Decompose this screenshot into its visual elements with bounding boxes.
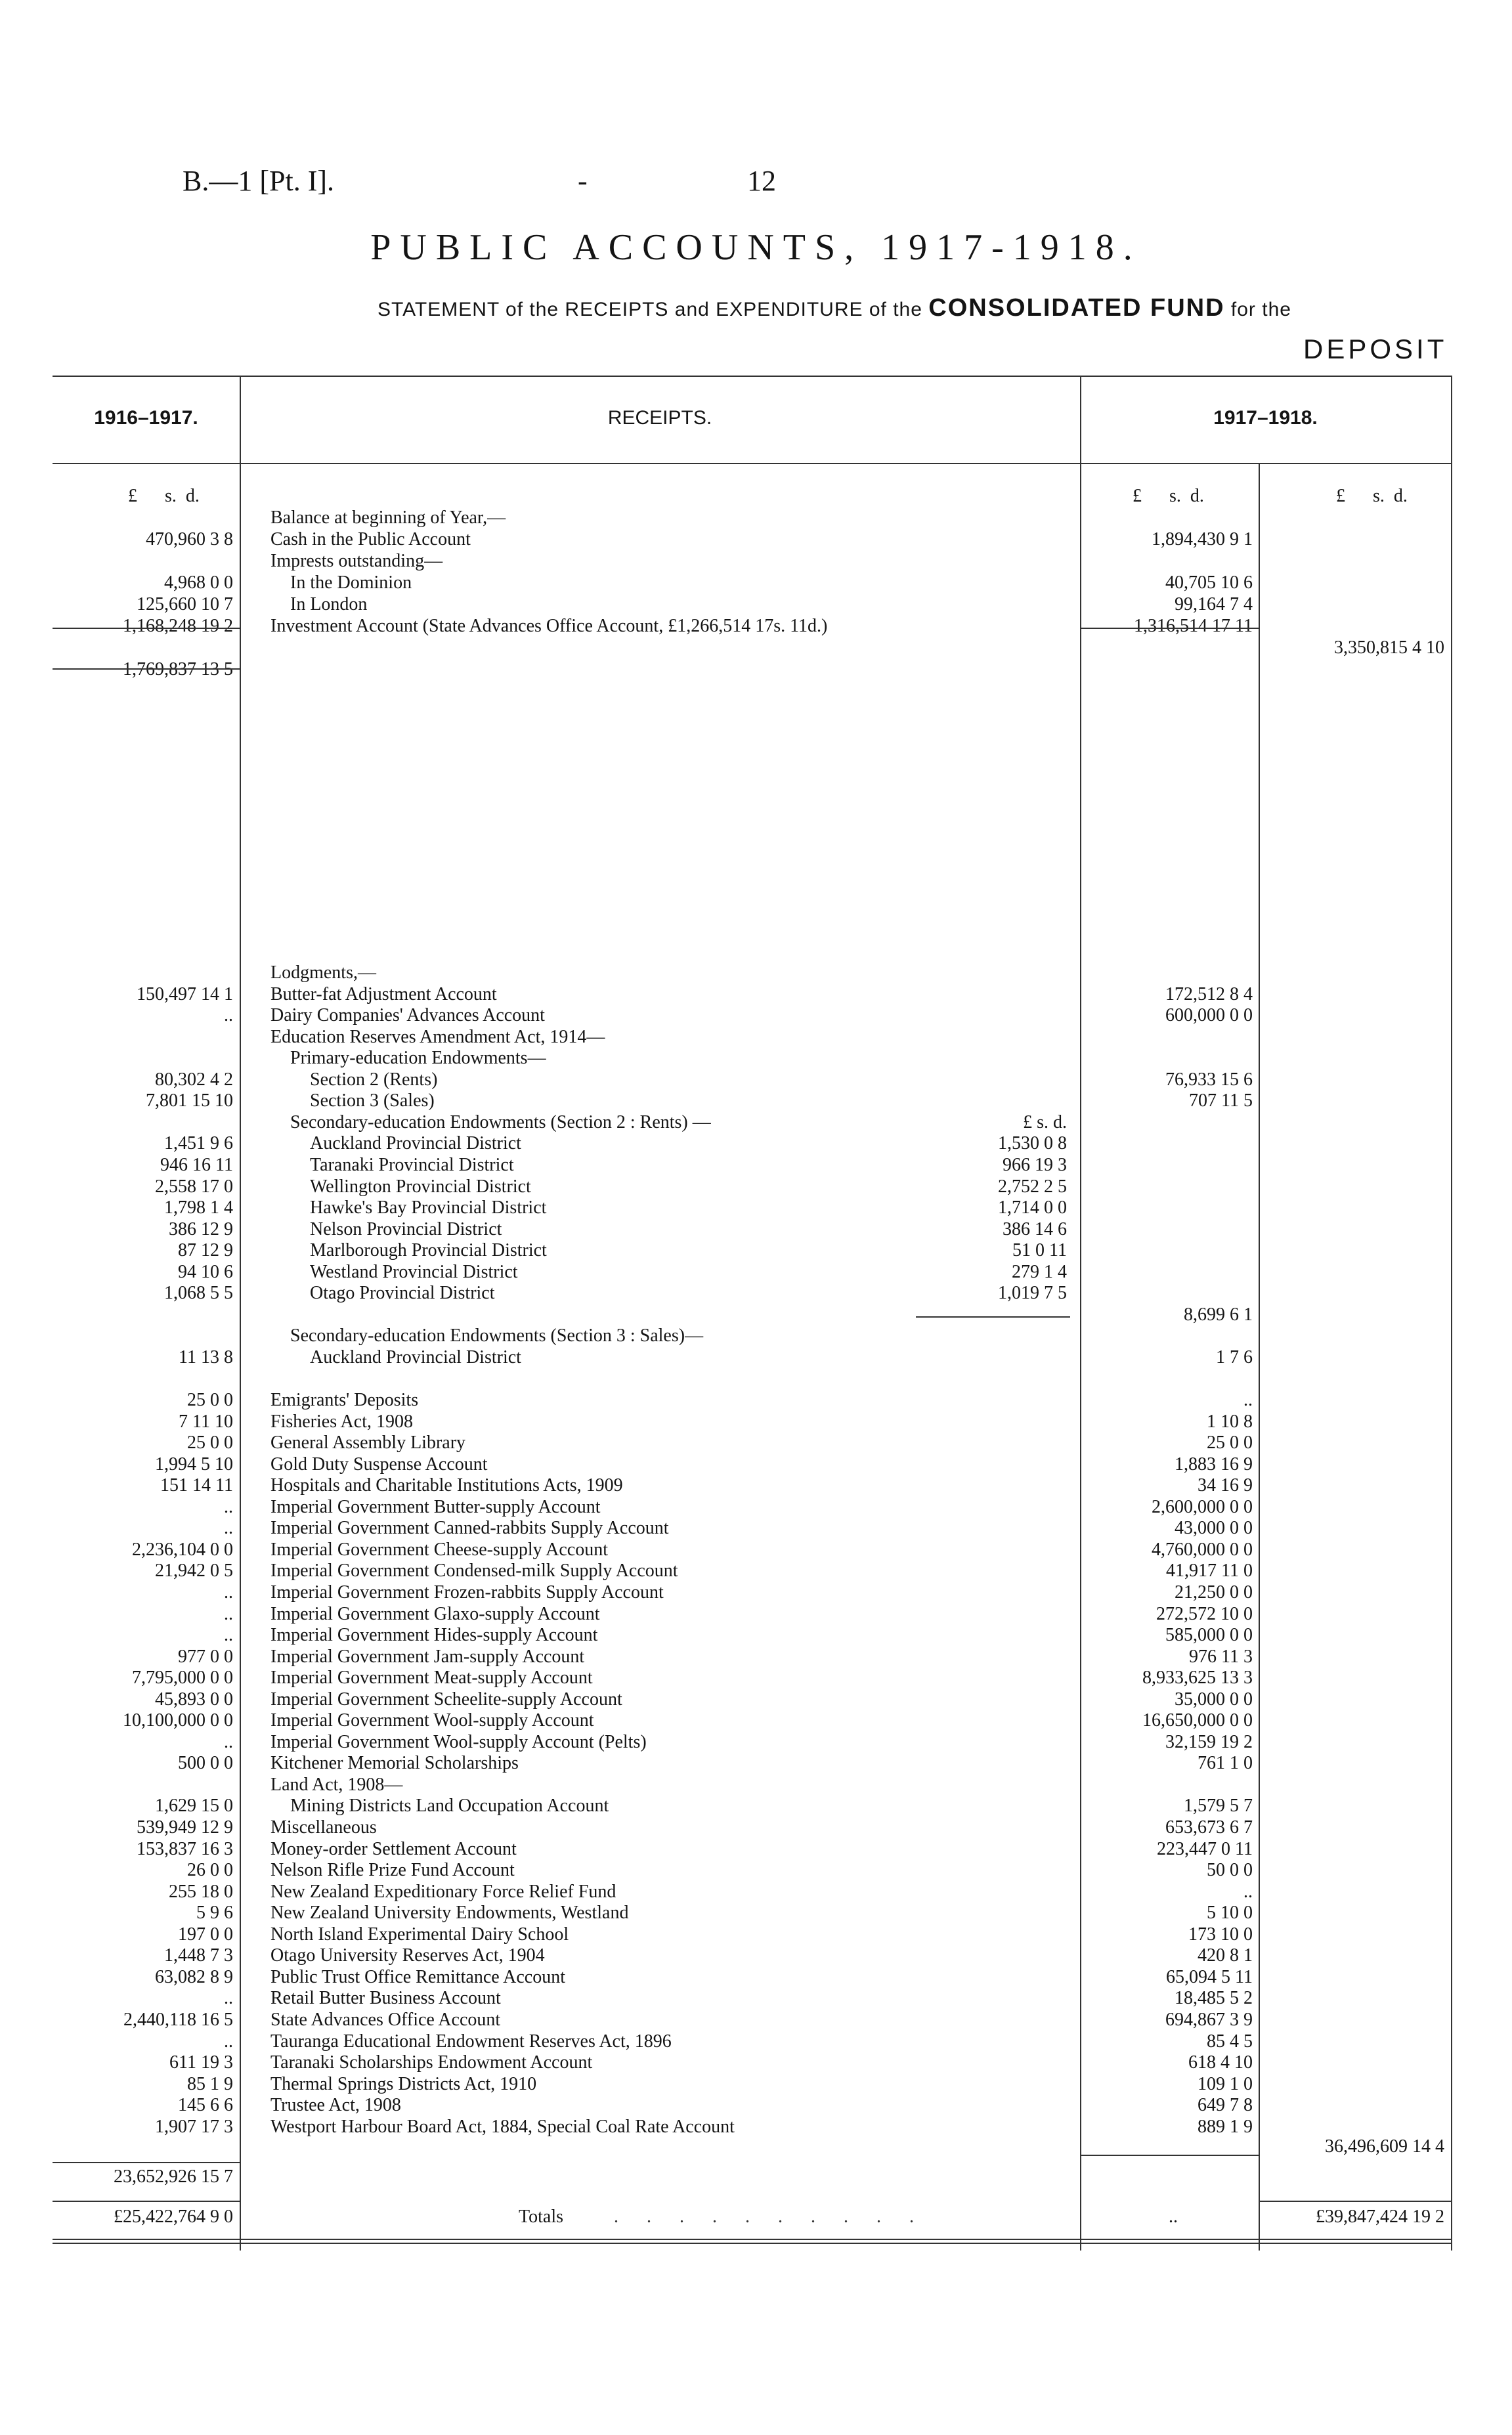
current-year-amount: 707 11 5 [1189,1090,1253,1111]
lodgment-prev-rule [53,2162,240,2163]
current-year-amount: 2,600,000 0 0 [1152,1496,1253,1517]
current-year-amount: 585,000 0 0 [1165,1625,1253,1646]
table-row [0,1753,1512,1774]
deposit-heading: DEPOSIT [1303,334,1448,364]
table-row [0,1325,1512,1347]
totals-dots: . . . . . . . . . . [614,2207,926,2227]
current-year-amount: 109 1 0 [1198,2073,1253,2094]
receipt-label: Section 3 (Sales) [310,1090,435,1111]
totals-rule-bottom [53,2243,1451,2244]
inner-amount: 279 1 4 [1012,1261,1067,1282]
prev-year-amount: 45,893 0 0 [155,1689,233,1710]
current-year-amount: 761 1 0 [1198,1753,1253,1774]
prev-year-amount: 1,798 1 4 [164,1197,233,1218]
prev-year-amount: 5 9 6 [196,1903,233,1924]
current-year-amount: 1 7 6 [1216,1347,1253,1368]
current-year-amount: 1 10 8 [1207,1411,1253,1432]
inner-amount: 1,019 7 5 [998,1283,1067,1304]
receipt-label: Trustee Act, 1908 [270,2095,401,2116]
receipt-label: In the Dominion [290,572,412,593]
table-row [0,2117,1512,2138]
current-year-amount: 76,933 15 6 [1165,1069,1253,1090]
current-year-amount: .. [1243,1881,1253,1902]
table-row [0,1839,1512,1860]
prev-year-amount: .. [224,1988,233,2009]
prev-year-amount: 63,082 8 9 [155,1966,233,1987]
inner-amount: 1,530 0 8 [998,1133,1067,1154]
prev-year-amount: 611 19 3 [169,2052,233,2073]
receipt-label: Auckland Provincial District [310,1347,521,1368]
receipt-label: Mining Districts Land Occupation Account [290,1796,609,1817]
table-row [0,1625,1512,1646]
prev-year-amount: 1,629 15 0 [155,1796,233,1817]
current-year-amount: 65,094 5 11 [1166,1966,1253,1987]
inner-amount: 386 14 6 [1003,1218,1067,1239]
current-year-amount: 18,485 5 2 [1175,1988,1253,2009]
receipt-label: Section 2 (Rents) [310,1069,438,1090]
prev-year-amount: 197 0 0 [178,1924,233,1945]
current-year-amount: 41,917 11 0 [1166,1561,1253,1582]
receipt-label: Miscellaneous [270,1817,377,1838]
prev-year-amount: 255 18 0 [169,1881,233,1902]
receipt-label: Auckland Provincial District [310,1133,521,1154]
prev-year-amount: .. [224,1625,233,1646]
receipt-label: Money-order Settlement Account [270,1838,517,1859]
table-row [0,572,1512,593]
table-row [0,1475,1512,1496]
prev-year-amount: 87 12 9 [178,1240,233,1261]
receipt-label: Imperial Government Glaxo-supply Account [270,1603,600,1624]
table-row [0,1967,1512,1988]
table-row [0,1945,1512,1966]
table-row [0,1882,1512,1903]
current-year-amount: 649 7 8 [1198,2095,1253,2116]
prev-year-amount: 1,451 9 6 [164,1133,233,1154]
receipt-label: Imperial Government Jam-supply Account [270,1646,585,1667]
table-row [0,1903,1512,1924]
prev-year-amount: 2,558 17 0 [155,1176,233,1197]
prev-year-amount: 151 14 11 [160,1475,233,1496]
prev-year-amount: 470,960 3 8 [146,529,233,549]
current-year-amount: 21,250 0 0 [1175,1582,1253,1603]
totals-rule-top-current [1259,2201,1451,2202]
table-row [0,551,1512,572]
table-row [0,1005,1512,1026]
receipt-label: Imperial Government Wool-supply Account [270,1710,594,1731]
receipt-label: Imperial Government Butter-supply Account [270,1496,601,1517]
table-row [0,1497,1512,1518]
prev-year-amount: 80,302 4 2 [155,1069,233,1090]
receipt-label: North Island Experimental Dairy School [270,1924,569,1945]
receipt-label: Imperial Government Wool-supply Account (Pelts) [270,1731,647,1752]
receipt-label: State Advances Office Account [270,2009,501,2030]
col-header-prev-year: 1916–1917. [94,407,198,429]
current-year-amount: 40,705 10 6 [1165,572,1253,593]
table-row [0,1240,1512,1261]
receipt-label: Imprests outstanding— [270,551,443,571]
receipt-label: Secondary-education Endowments (Section 2 : Rents) — [290,1111,711,1132]
current-year-amount: 8,699 6 1 [1184,1304,1253,1325]
currency-row-prev: £ s. d. [128,486,200,506]
totals-grand: £39,847,424 19 2 [1316,2207,1444,2227]
table-row [0,1775,1512,1796]
receipt-label: Wellington Provincial District [310,1176,531,1197]
receipt-label: New Zealand Expeditionary Force Relief Fund [270,1881,616,1902]
receipt-label: Nelson Provincial District [310,1218,502,1239]
prev-year-amount: 1,769,837 13 5 [123,659,233,679]
prev-year-amount: .. [224,1005,233,1026]
prev-year-amount: 977 0 0 [178,1646,233,1667]
table-row [0,2031,1512,2052]
receipt-label: Taranaki Scholarships Endowment Account [270,2052,593,2073]
table-row [0,1347,1512,1368]
receipt-label: Education Reserves Amendment Act, 1914— [270,1026,605,1047]
page-title: PUBLIC ACCOUNTS, 1917-1918. [370,227,1142,268]
table-row [0,1155,1512,1176]
receipt-label: In London [290,594,368,614]
prev-year-amount: 2,440,118 16 5 [123,2009,233,2030]
table-row [0,1262,1512,1283]
table-row [0,1368,1512,1389]
prev-year-amount: 946 16 11 [160,1154,233,1175]
current-year-amount: 618 4 10 [1188,2052,1253,2073]
prev-year-amount: 125,660 10 7 [137,594,233,614]
prev-year-amount: 2,236,104 0 0 [132,1539,233,1560]
receipt-label: Primary-education Endowments— [290,1048,546,1069]
prev-year-amount: 539,949 12 9 [137,1817,233,1838]
currency-row-cur: £ s. d. [1133,486,1204,506]
current-year-amount: 272,572 10 0 [1156,1603,1253,1624]
prev-year-amount: 145 6 6 [178,2095,233,2116]
prev-year-amount: .. [224,1603,233,1624]
table-row [0,1411,1512,1433]
receipt-label: Westland Provincial District [310,1261,518,1282]
table-row [0,1027,1512,1048]
table-row [0,2074,1512,2095]
current-year-amount: 600,000 0 0 [1165,1005,1253,1026]
table-top-rule [53,376,1451,377]
receipt-label: Otago University Reserves Act, 1904 [270,1945,545,1966]
col-header-current-year: 1917–1918. [1213,407,1318,429]
table-row [0,1668,1512,1689]
prev-year-amount: 1,068 5 5 [164,1283,233,1304]
prev-year-amount: 4,968 0 0 [164,572,233,593]
col-header-receipts: RECEIPTS. [607,407,712,429]
table-row [0,616,1512,637]
subtitle-pre: STATEMENT of the RECEIPTS and EXPENDITURE of the [378,299,922,320]
table-row [0,1304,1512,1325]
table-row [0,1176,1512,1197]
prev-year-amount: .. [224,1496,233,1517]
prev-year-amount: 25 0 0 [187,1390,233,1410]
receipt-label: Imperial Government Canned-rabbits Supply Account [270,1518,669,1539]
current-year-amount: 35,000 0 0 [1175,1689,1253,1710]
currency-row-total: £ s. d. [1336,486,1408,506]
current-year-amount: 653,673 6 7 [1165,1817,1253,1838]
receipt-label: Investment Account (State Advances Office Account, £1,266,514 17s. 11d.) [270,616,828,636]
table-row [0,1582,1512,1603]
current-year-amount: 172,512 8 4 [1165,983,1253,1004]
inner-amount: 966 19 3 [1003,1154,1067,1175]
current-year-amount: 16,650,000 0 0 [1142,1710,1253,1731]
lodgments-total: 36,496,609 14 4 [1325,2136,1444,2157]
receipt-label: Gold Duty Suspense Account [270,1454,488,1475]
page-ref: B.—1 [Pt. I]. [183,165,334,197]
table-row [0,1561,1512,1582]
receipt-label: Thermal Springs Districts Act, 1910 [270,2073,537,2094]
current-year-amount: 50 0 0 [1207,1860,1253,1881]
table-row [0,1732,1512,1753]
table-row [0,1988,1512,2009]
totals-prev: £25,422,764 9 0 [114,2207,233,2227]
lodgment-prev-bottom-rule [53,2201,240,2202]
table-row [0,637,1512,658]
prev-year-amount: 7,795,000 0 0 [132,1668,233,1689]
inner-amount: 2,752 2 5 [998,1176,1067,1197]
receipt-label: Westport Harbour Board Act, 1884, Special Coal Rate Account [270,2116,735,2137]
receipt-label: New Zealand University Endowments, Westland [270,1903,629,1924]
table-row [0,984,1512,1005]
totals-cur-dots: .. [1169,2207,1178,2227]
receipt-label: Fisheries Act, 1908 [270,1411,413,1432]
prev-year-amount: 7,801 15 10 [146,1090,233,1111]
table-row [0,1390,1512,1411]
page-number: 12 [747,165,776,197]
prev-year-amount: 10,100,000 0 0 [123,1710,233,1731]
current-year-amount: 976 11 3 [1189,1646,1253,1667]
current-year-amount: 1,894,430 9 1 [1152,529,1253,549]
receipt-label: Butter-fat Adjustment Account [270,983,497,1004]
current-year-amount: 85 4 5 [1207,2031,1253,2052]
receipt-label: Imperial Government Scheelite-supply Account [270,1689,622,1710]
receipt-label: Public Trust Office Remittance Account [270,1966,565,1987]
prev-year-amount: 386 12 9 [169,1218,233,1239]
current-year-amount: 694,867 3 9 [1165,2009,1253,2030]
receipt-label: Taranaki Provincial District [310,1154,514,1175]
table-row [0,1817,1512,1838]
table-row [0,1112,1512,1133]
table-row [0,507,1512,528]
table-row [0,1689,1512,1710]
table-row [0,1219,1512,1240]
current-year-amount: 420 8 1 [1198,1945,1253,1966]
lodgment-cur-rule [1080,2155,1259,2156]
totals-label: Totals [519,2207,564,2227]
current-year-amount: 889 1 9 [1198,2116,1253,2137]
current-year-amount: 4,760,000 0 0 [1152,1539,1253,1560]
prev-year-amount: 11 13 8 [179,1347,233,1368]
table-row [0,1454,1512,1475]
receipt-label: Hospitals and Charitable Institutions Acts, 1909 [270,1475,623,1496]
receipt-label: Kitchener Memorial Scholarships [270,1753,519,1774]
prev-year-amount: 1,994 5 10 [155,1454,233,1475]
table-row [0,2095,1512,2116]
receipt-label: Imperial Government Meat-supply Account [270,1668,593,1689]
current-year-amount: 223,447 0 11 [1157,1838,1253,1859]
table-row [0,1540,1512,1561]
current-year-amount: 32,159 19 2 [1165,1731,1253,1752]
table-row [0,1090,1512,1111]
current-year-amount: 173 10 0 [1188,1924,1253,1945]
balance-prev-bottom-rule [53,668,240,670]
receipt-label: Land Act, 1908— [270,1774,403,1795]
table-row [0,1518,1512,1539]
table-row [0,1647,1512,1668]
secondary-inner-rule [916,1316,1070,1318]
table-row [0,529,1512,550]
prev-year-amount: .. [224,2031,233,2052]
receipt-label: Imperial Government Hides-supply Account [270,1625,598,1646]
receipt-label: Retail Butter Business Account [270,1988,501,2009]
table-row [0,1133,1512,1154]
receipt-label: Cash in the Public Account [270,529,471,549]
current-year-amount: 1,316,514 17 11 [1134,616,1253,636]
prev-year-amount: .. [224,1518,233,1539]
table-row [0,1710,1512,1731]
prev-year-amount: .. [224,1731,233,1752]
receipt-label: General Assembly Library [270,1433,466,1454]
receipt-label: Dairy Companies' Advances Account [270,1005,545,1026]
header-bottom-rule [53,463,1451,464]
balance-prev-rule [53,628,240,629]
receipt-label: Balance at beginning of Year,— [270,507,506,528]
table-row [0,1069,1512,1090]
receipt-label: Marlborough Provincial District [310,1240,547,1261]
prev-year-amount: .. [224,1582,233,1603]
prev-year-amount: 85 1 9 [187,2073,233,2094]
receipt-label: Otago Provincial District [310,1283,495,1304]
current-year-amount: 99,164 7 4 [1175,594,1253,614]
current-year-amount: 5 10 0 [1207,1903,1253,1924]
table-row [0,1860,1512,1881]
current-year-amount: 25 0 0 [1207,1433,1253,1454]
prev-year-amount: 1,448 7 3 [164,1945,233,1966]
total-amount: 3,350,815 4 10 [1334,637,1444,658]
prev-year-amount: 1,907 17 3 [155,2116,233,2137]
statement-subtitle [378,294,1291,322]
receipt-label: Hawke's Bay Provincial District [310,1197,547,1218]
receipt-label: Tauranga Educational Endowment Reserves Act, 1896 [270,2031,672,2052]
prev-year-amount: 1,168,248 19 2 [123,616,233,636]
prev-year-amount: 94 10 6 [178,1261,233,1282]
receipt-label: Nelson Rifle Prize Fund Account [270,1860,515,1881]
subtitle-post: for the [1230,299,1291,320]
table-row [0,1197,1512,1218]
current-year-amount: 1,883 16 9 [1175,1454,1253,1475]
table-row [0,2010,1512,2031]
table-row [0,1604,1512,1625]
table-row [0,1433,1512,1454]
prev-year-amount: 150,497 14 1 [137,983,233,1004]
prev-year-amount: 500 0 0 [178,1753,233,1774]
totals-rule-top [53,2239,1451,2240]
subtitle-bold: CONSOLIDATED FUND [928,294,1225,322]
table-row [0,1924,1512,1945]
current-year-amount: 1,579 5 7 [1184,1796,1253,1817]
receipt-label: Imperial Government Frozen-rabbits Supply Account [270,1582,664,1603]
receipt-label: Secondary-education Endowments (Section 3 : Sales)— [290,1325,704,1347]
current-year-amount: 43,000 0 0 [1175,1518,1253,1539]
table-row [0,1796,1512,1817]
table-row [0,594,1512,615]
current-year-amount: .. [1243,1390,1253,1410]
prev-year-amount: 26 0 0 [187,1860,233,1881]
receipt-label: Lodgments,— [270,962,376,983]
table-row [0,659,1512,680]
table-row [0,1048,1512,1069]
table-row [0,962,1512,983]
receipt-label: Imperial Government Cheese-supply Account [270,1539,608,1560]
inner-amount: 51 0 11 [1012,1240,1067,1261]
header-dash: - [578,165,588,197]
inner-amount: 1,714 0 0 [998,1197,1067,1218]
inner-amount: £ s. d. [1023,1111,1067,1132]
prev-year-amount: 7 11 10 [179,1411,233,1432]
receipt-label: Imperial Government Condensed-milk Supply Account [270,1561,678,1582]
lodgments-prev-total: 23,652,926 15 7 [114,2166,233,2187]
prev-year-amount: 25 0 0 [187,1433,233,1454]
prev-year-amount: 153,837 16 3 [137,1838,233,1859]
table-row [0,2052,1512,2073]
balance-cur-rule [1080,628,1259,629]
receipt-label: Emigrants' Deposits [270,1390,419,1410]
current-year-amount: 34 16 9 [1198,1475,1253,1496]
prev-year-amount: 21,942 0 5 [155,1561,233,1582]
table-row [0,1283,1512,1304]
current-year-amount: 8,933,625 13 3 [1142,1668,1253,1689]
